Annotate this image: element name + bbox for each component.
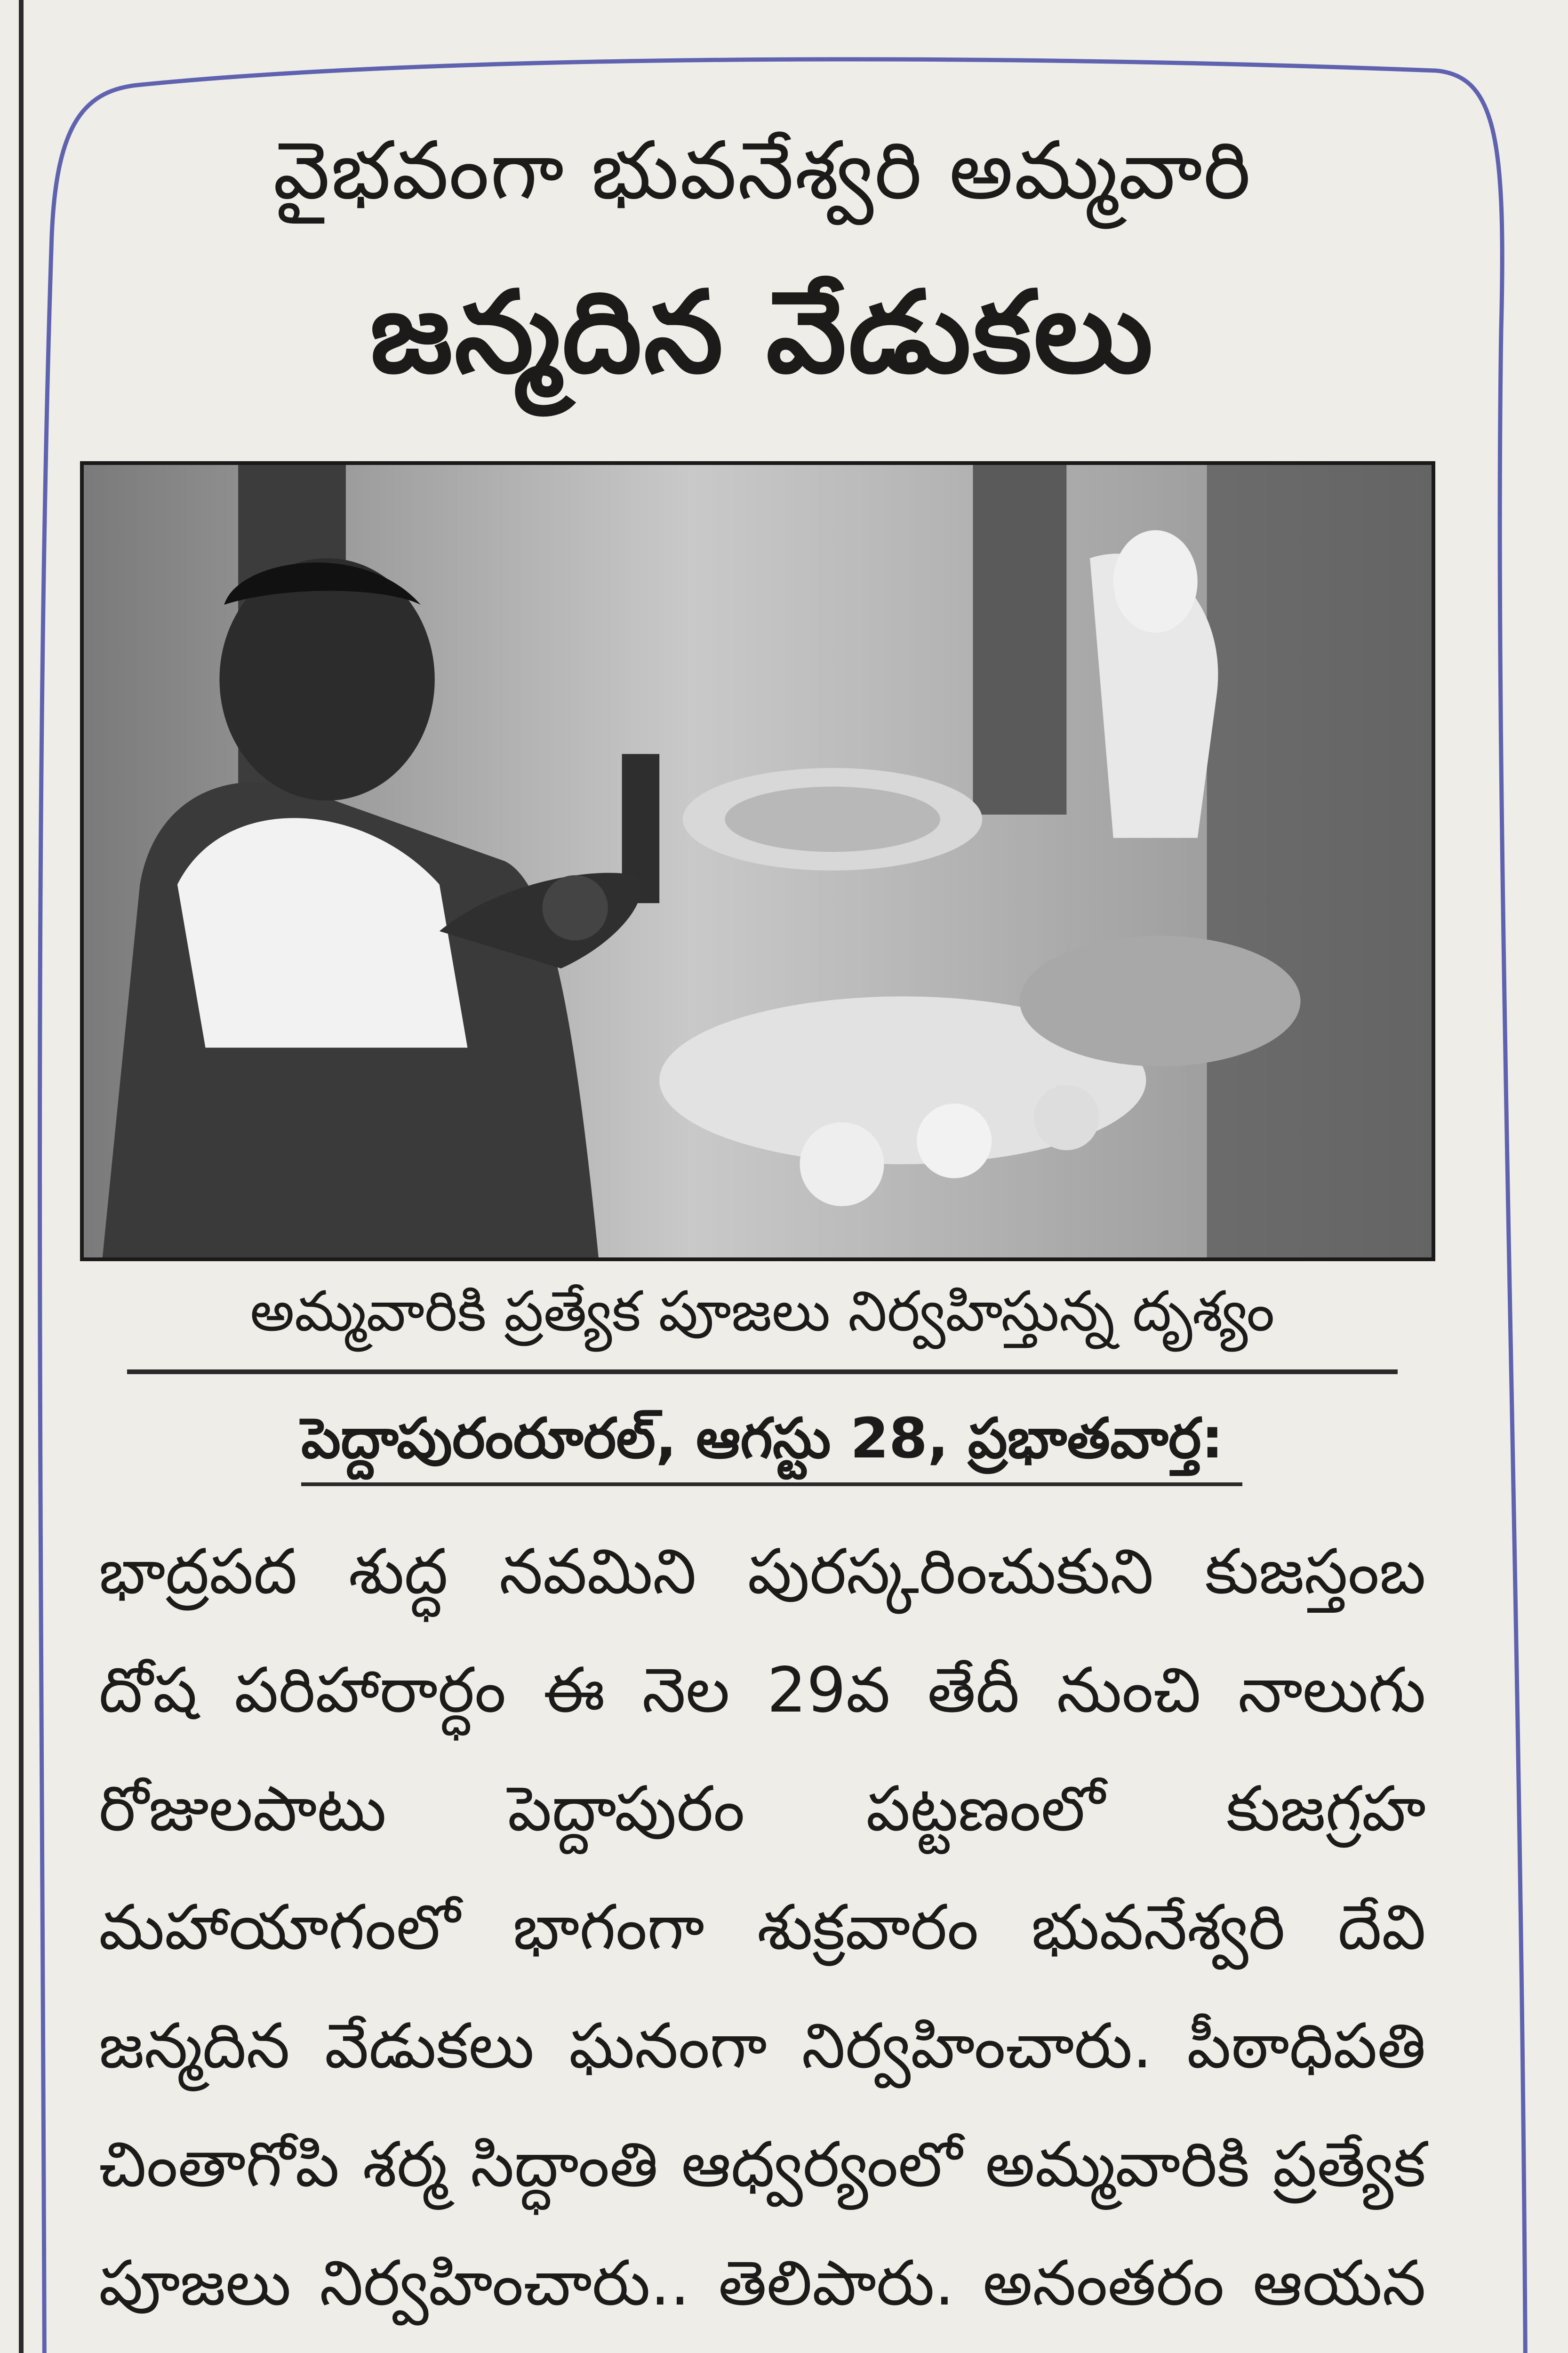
caption-divider [127,1369,1398,1374]
priest-worship-photo [84,465,1432,1257]
article-headline: జన్మదిన వేడుకలు [370,266,1155,398]
body-line [99,2350,1426,2353]
body-line: చింతాగోపి శర్మ సిద్ధాంతి ఆధ్వర్యంలో అమ్మవారికి ప్రత్యేక [99,2129,1426,2201]
news-article [80,71,1445,2353]
article-body [99,1520,1426,2353]
body-line: భాద్రపద శుద్ధ నవమిని పురస్కరించుకుని కుజస్తంబ [99,1536,1426,1608]
body-line: పూజలు నిర్వహించారు.. తెలిపారు. అనంతరం ఆయన [99,2247,1426,2320]
article-photo [80,461,1435,1261]
photo-caption: అమ్మవారికి ప్రత్యేక పూజలు నిర్వహిస్తున్న దృశ్యం [250,1279,1275,1344]
body-line: రోజులపాటు పెద్దాపురం పట్టణంలో కుజగ్రహ [99,1773,1426,1845]
body-line: మహాయాగంలో భాగంగా శుక్రవారం భువనేశ్వరి దేవి [99,1891,1426,1964]
body-line: దోష పరిహారార్ధం ఈ నెల 29వ తేదీ నుంచి నాలుగు [99,1654,1426,1727]
article-kicker: వైభవంగా భువనేశ్వరి అమ్మవారి [273,124,1252,217]
article-dateline: పెద్దాపురంరూరల్, ఆగస్టు 28, ప్రభాతవార్త: [301,1406,1224,1471]
paper-edge [19,0,24,2353]
body-line: జన్మదిన వేడుకలు ఘనంగా నిర్వహించారు. పీఠాధిపతి [99,2010,1426,2082]
dateline-underline [301,1482,1242,1486]
